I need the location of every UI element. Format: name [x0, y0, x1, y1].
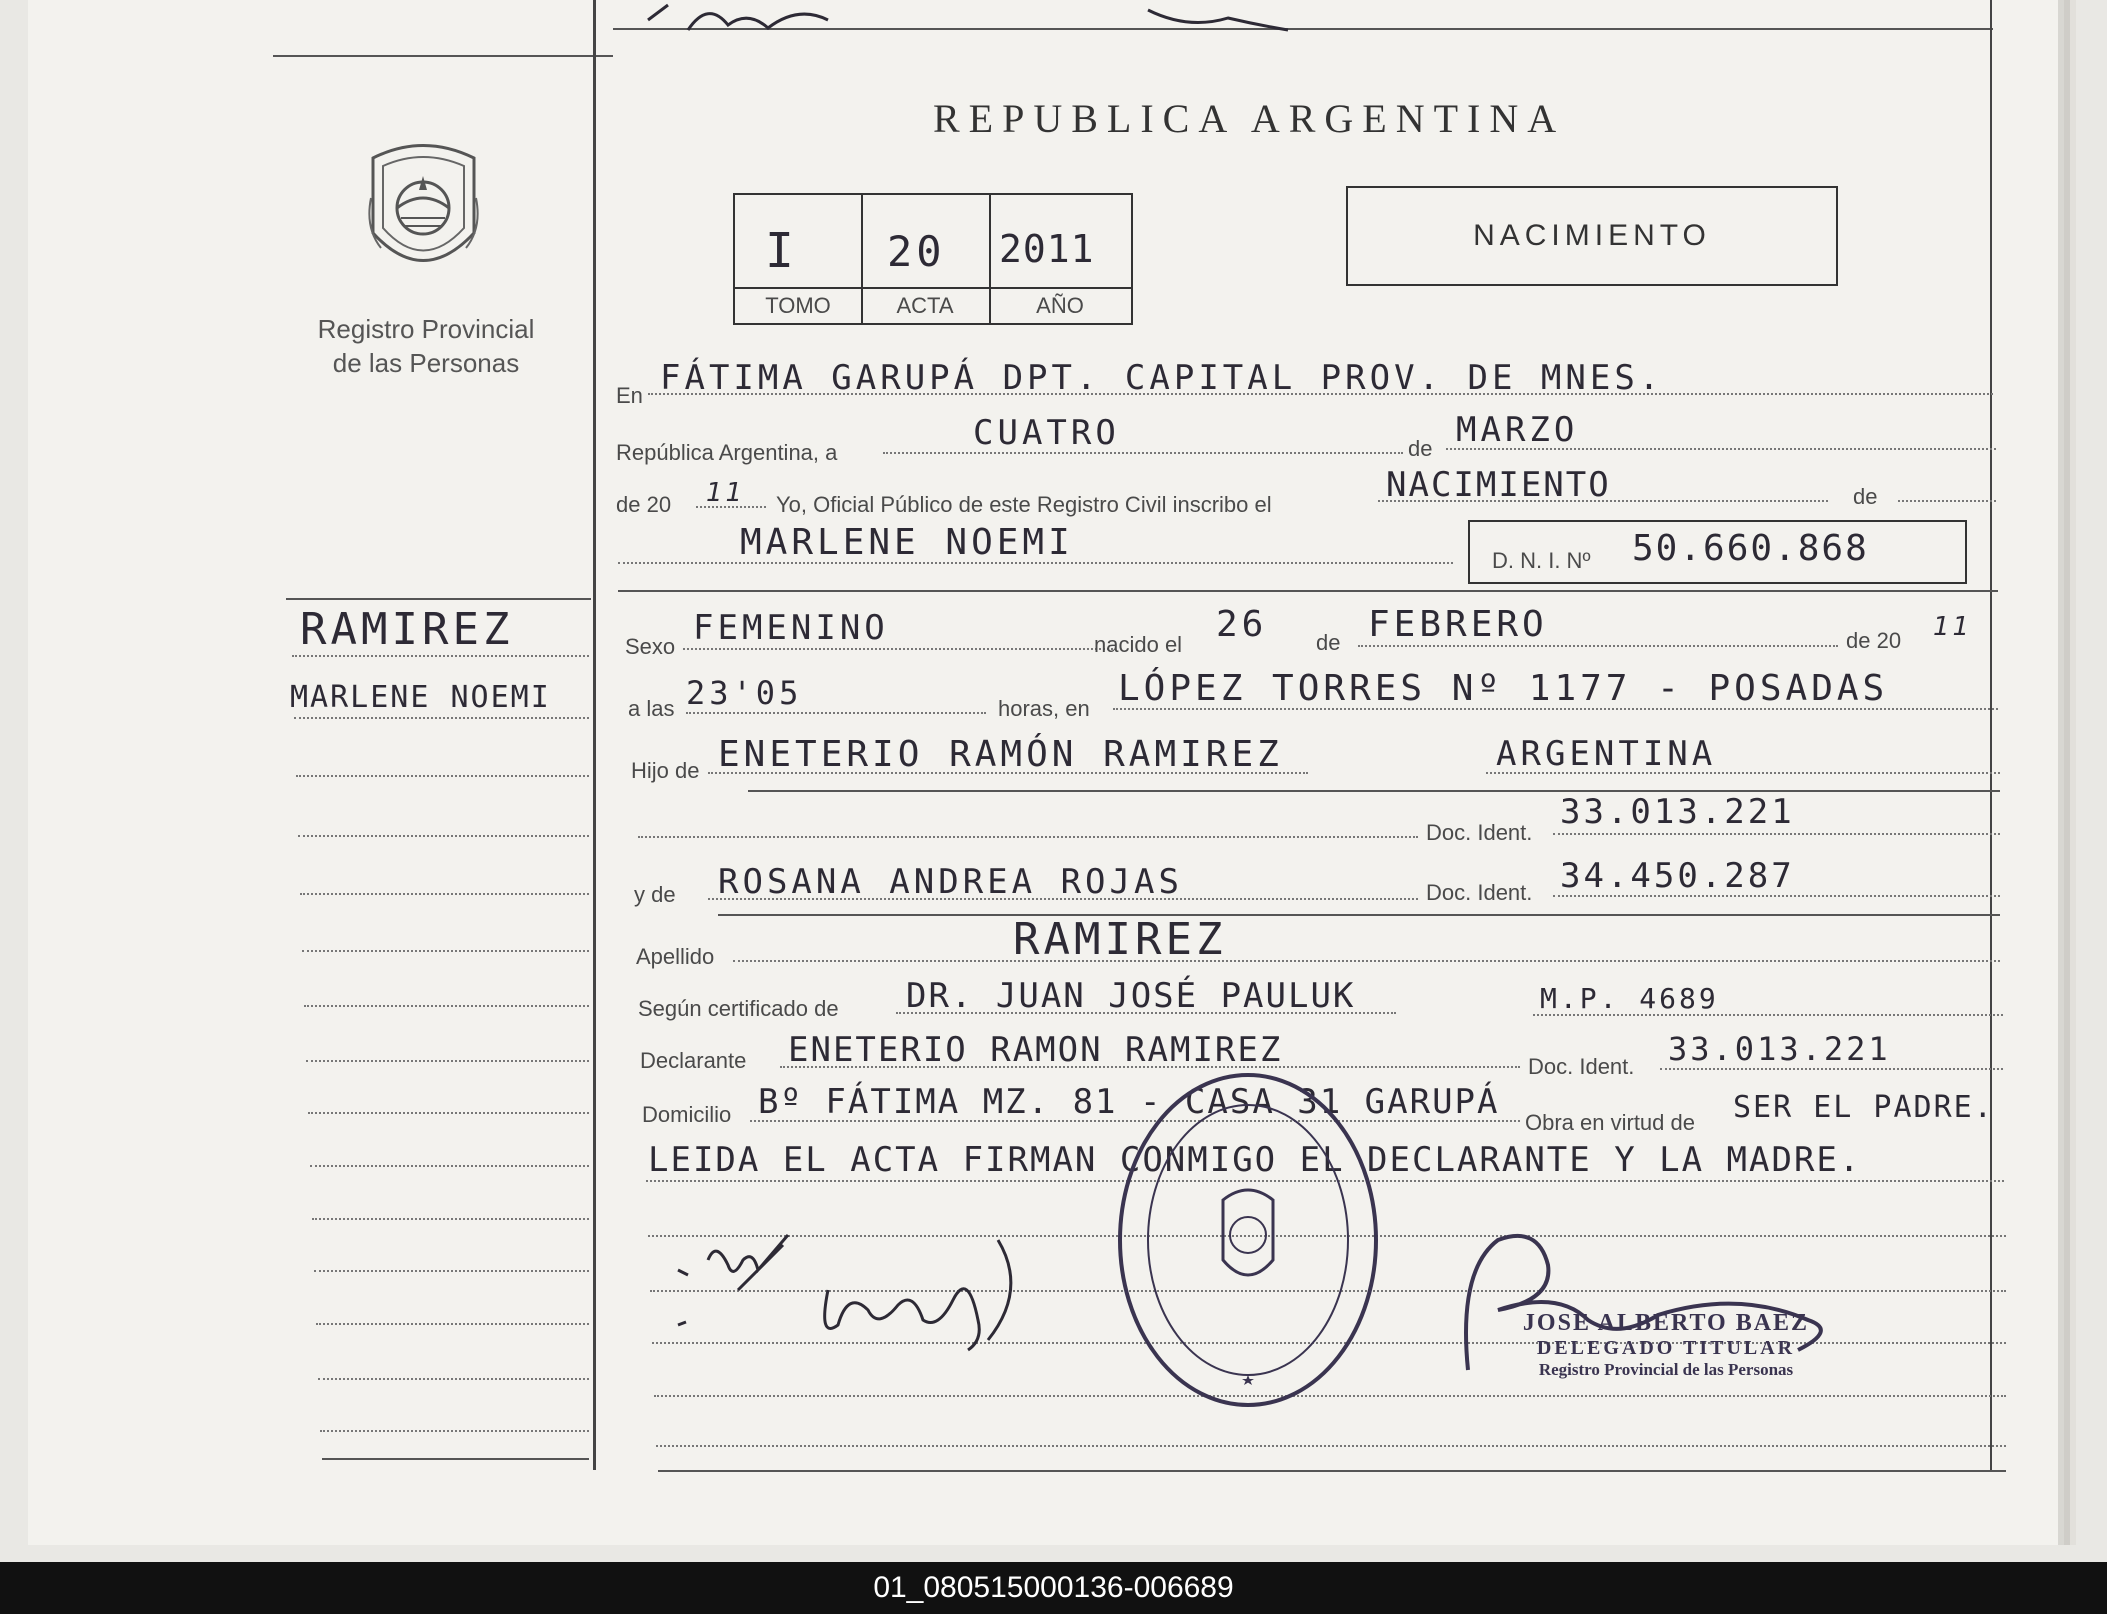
acta-label: ACTA — [896, 293, 954, 318]
record-type-box — [1346, 186, 1838, 286]
inscribo-value: NACIMIENTO — [1386, 465, 1611, 505]
obra-value: SER EL PADRE. — [1733, 1090, 1994, 1125]
nacido-label: nacido el — [1094, 632, 1183, 657]
place-value: LÓPEZ TORRES Nº 1177 - POSADAS — [1118, 668, 1889, 709]
declarante-value: ENETERIO RAMON RAMIREZ — [788, 1030, 1283, 1070]
birth-de-label: de — [1316, 630, 1341, 655]
father-value: ENETERIO RAMÓN RAMIREZ — [718, 734, 1283, 775]
alas-label: a las — [628, 696, 675, 721]
declarante-label: Declarante — [640, 1048, 747, 1073]
birth-year-value: 11 — [1933, 612, 1973, 642]
birth-day-value: 26 — [1216, 604, 1268, 645]
en-label: En — [616, 383, 643, 408]
apellido-label: Apellido — [636, 944, 715, 969]
right-border — [1990, 0, 1992, 1470]
margin-surname: RAMIREZ — [300, 604, 514, 655]
declarant-signatures — [668, 1230, 1088, 1360]
record-type-label: NACIMIENTO — [1473, 219, 1711, 252]
margin-given-names: MARLENE NOEMI — [290, 680, 551, 715]
anio-value: 2011 — [999, 227, 1095, 271]
page-title: REPUBLICA ARGENTINA — [933, 96, 1566, 141]
domicilio-label: Domicilio — [642, 1102, 732, 1127]
hijo-label: Hijo de — [631, 758, 700, 783]
declarante-doc-value: 33.013.221 — [1668, 1030, 1891, 1068]
segun-label: Según certificado de — [638, 996, 839, 1021]
father-nationality-value: ARGENTINA — [1496, 734, 1717, 774]
column-divider — [593, 0, 596, 1470]
father-doc-label: Doc. Ident. — [1426, 820, 1533, 845]
mother-value: ROSANA ANDREA ROJAS — [718, 862, 1183, 902]
dni-label: D. N. I. Nº — [1492, 548, 1591, 573]
tomo-label: TOMO — [765, 293, 831, 318]
delegation-seal-icon — [1098, 1060, 1398, 1420]
anio-label: AÑO — [1036, 293, 1084, 318]
remarks-value: LEIDA EL ACTA FIRMAN CONMIGO EL DECLARANTE Y LA MADRE. — [648, 1140, 1862, 1180]
day-value: CUATRO — [973, 413, 1120, 453]
mother-doc-value: 34.450.287 — [1560, 856, 1795, 896]
official-name: JOSE ALBERTO BAEZ — [1522, 1310, 1810, 1336]
en-value: FÁTIMA GARUPÁ DPT. CAPITAL PROV. DE MNES. — [660, 358, 1664, 398]
office-name-line1: Registro Provincial — [317, 314, 535, 344]
register-page — [28, 0, 2064, 1545]
office-name-line2: de las Personas — [332, 348, 520, 378]
previous-entry-signature — [628, 0, 1428, 40]
yde-label: y de — [634, 882, 676, 907]
de20-label: de 20 — [616, 492, 672, 517]
apellido-value: RAMIREZ — [1013, 914, 1227, 965]
tomo-value: I — [765, 223, 798, 279]
domicilio-value: Bº FÁTIMA MZ. 81 - CASA 31 GARUPÁ — [758, 1082, 1500, 1122]
declarante-doc-label: Doc. Ident. — [1528, 1054, 1635, 1079]
name-value: MARLENE NOEMI — [740, 522, 1074, 563]
dni-value: 50.660.868 — [1632, 528, 1869, 569]
birth-month-value: FEBRERO — [1368, 604, 1548, 645]
sexo-label: Sexo — [625, 634, 676, 659]
year-value: 11 — [706, 478, 746, 508]
de-end-label: de — [1853, 484, 1878, 509]
mp-value: M.P. 4689 — [1540, 982, 1719, 1015]
father-doc-value: 33.013.221 — [1560, 792, 1795, 832]
acta-value: 20 — [887, 227, 946, 276]
margin-top-rule — [286, 598, 591, 600]
time-value: 23'05 — [686, 674, 803, 712]
office-name — [316, 312, 536, 380]
registry-number-box — [733, 193, 1133, 325]
official-office: Registro Provincial de las Personas — [1538, 1360, 1794, 1379]
image-caption: 01_080515000136-006689 — [0, 1562, 2107, 1614]
obra-label: Obra en virtud de — [1525, 1110, 1695, 1135]
month-de-label: de — [1408, 436, 1433, 461]
top-rule-left — [273, 55, 613, 57]
province-emblem-icon — [361, 138, 486, 288]
oficial-label: Yo, Oficial Público de este Registro Civil inscribo el — [776, 492, 1272, 517]
republica-label: República Argentina, a — [616, 440, 838, 465]
birth-de20-label: de 20 — [1846, 628, 1902, 653]
doctor-value: DR. JUAN JOSÉ PAULUK — [906, 976, 1356, 1016]
sexo-value: FEMENINO — [693, 608, 889, 648]
official-title: DELEGADO TITULAR — [1536, 1337, 1796, 1359]
official-stamp — [1496, 1310, 1836, 1380]
dni-box — [1468, 520, 1967, 584]
mother-doc-label: Doc. Ident. — [1426, 880, 1533, 905]
horas-label: horas, en — [998, 696, 1090, 721]
month-value: MARZO — [1456, 410, 1579, 450]
